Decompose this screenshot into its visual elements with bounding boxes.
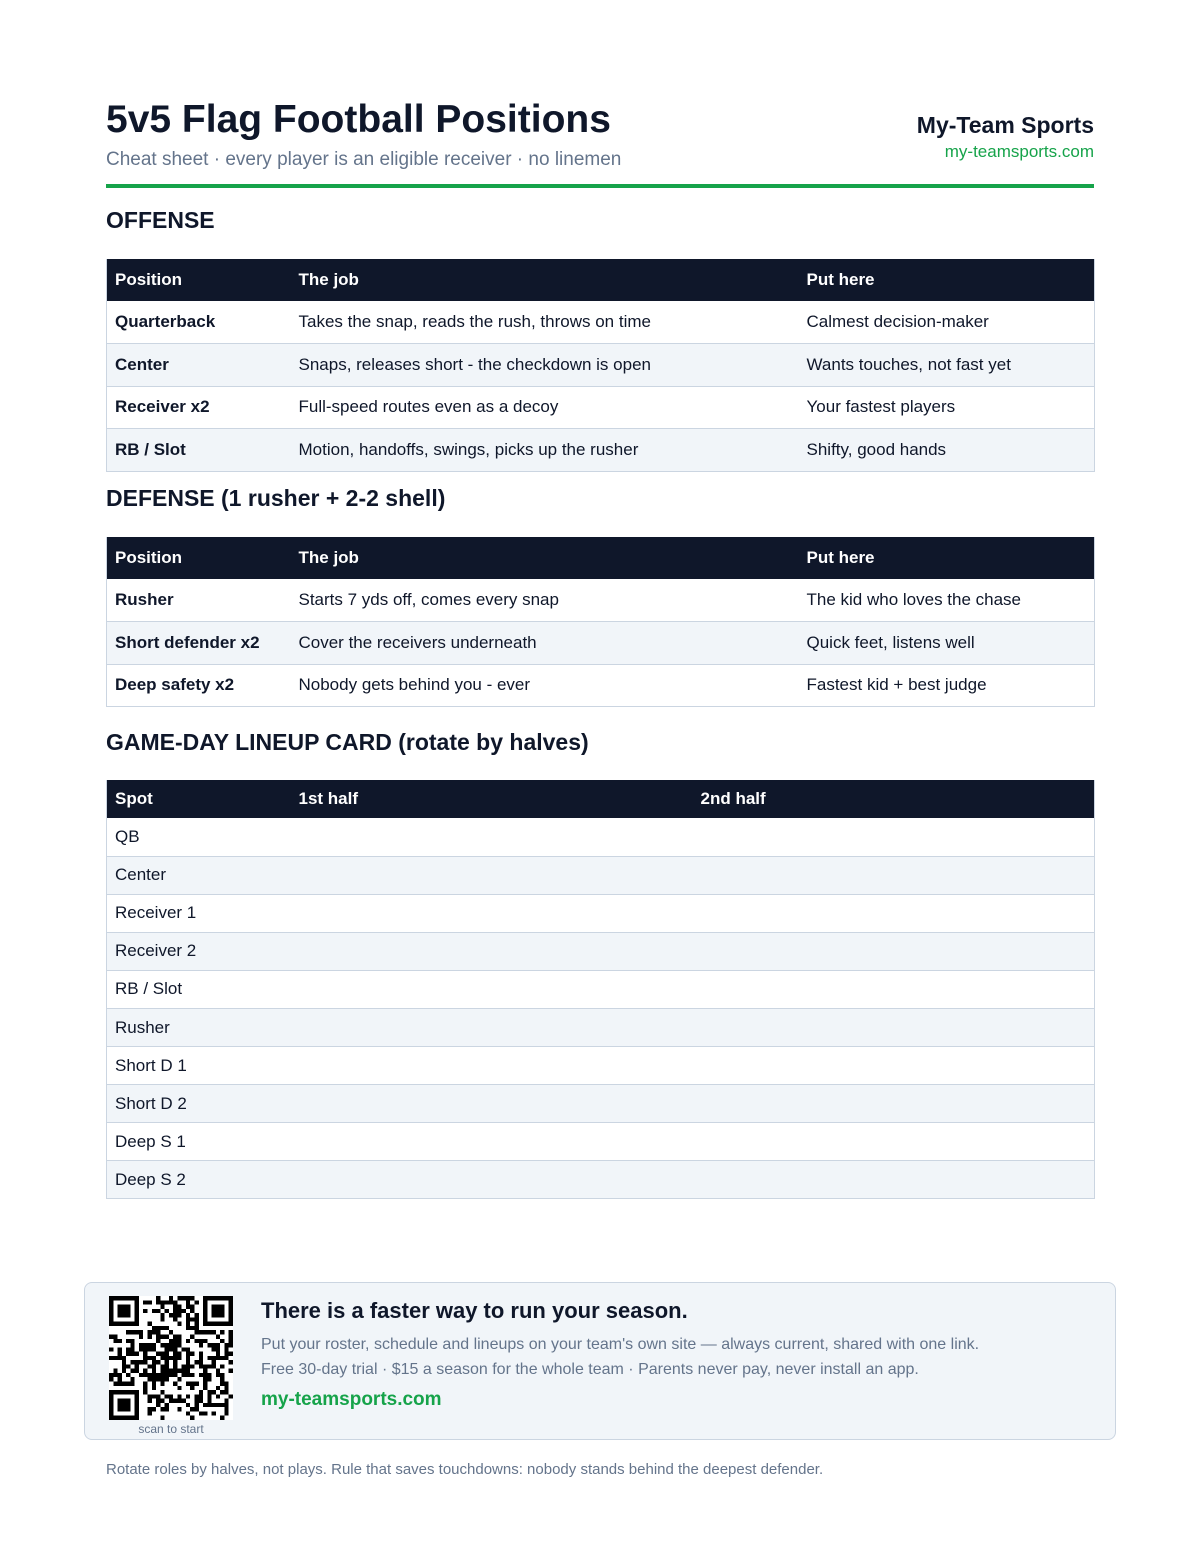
put-here-cell: Fastest kid + best judge: [799, 664, 1095, 707]
promo-text: [261, 1297, 979, 1412]
put-here-cell: Calmest decision-maker: [799, 301, 1095, 344]
lineup-header-row: [107, 780, 1095, 818]
position-cell: Receiver x2: [107, 386, 291, 429]
second-half-cell[interactable]: [693, 818, 1095, 856]
second-half-cell[interactable]: [693, 1161, 1095, 1199]
first-half-cell[interactable]: [291, 1008, 693, 1046]
position-cell: Deep safety x2: [107, 664, 291, 707]
table-row: [107, 1047, 1095, 1085]
column-header: Put here: [799, 259, 1095, 301]
table-row: [107, 429, 1095, 472]
job-cell: Takes the snap, reads the rush, throws on time: [291, 301, 799, 344]
spot-cell: Short D 2: [107, 1085, 291, 1123]
table-row: [107, 664, 1095, 707]
put-here-cell: Wants touches, not fast yet: [799, 344, 1095, 387]
lineup-heading: GAME-DAY LINEUP CARD (rotate by halves): [106, 729, 589, 755]
first-half-cell[interactable]: [291, 1123, 693, 1161]
job-cell: Snaps, releases short - the checkdown is open: [291, 344, 799, 387]
table-row: [107, 818, 1095, 856]
table-row: [107, 856, 1095, 894]
second-half-cell[interactable]: [693, 1008, 1095, 1046]
promo-title: There is a faster way to run your season.: [261, 1298, 688, 1323]
table-row: [107, 579, 1095, 622]
spot-cell: QB: [107, 818, 291, 856]
job-cell: Nobody gets behind you - ever: [291, 664, 799, 707]
page-title: 5v5 Flag Football Positions: [106, 98, 611, 141]
put-here-cell: Shifty, good hands: [799, 429, 1095, 472]
table-row: [107, 970, 1095, 1008]
promo-card: [84, 1282, 1116, 1440]
spot-cell: Deep S 2: [107, 1161, 291, 1199]
column-header: The job: [291, 259, 799, 301]
spot-cell: Receiver 2: [107, 932, 291, 970]
position-cell: Rusher: [107, 579, 291, 622]
put-here-cell: Your fastest players: [799, 386, 1095, 429]
second-half-cell[interactable]: [693, 894, 1095, 932]
column-header: Spot: [107, 780, 291, 818]
column-header: Position: [107, 259, 291, 301]
second-half-cell[interactable]: [693, 970, 1095, 1008]
position-cell: Quarterback: [107, 301, 291, 344]
first-half-cell[interactable]: [291, 856, 693, 894]
first-half-cell[interactable]: [291, 894, 693, 932]
column-header: 2nd half: [693, 780, 1095, 818]
page-subtitle: Cheat sheet · every player is an eligible receiver · no linemen: [106, 149, 622, 170]
defense-heading: DEFENSE (1 rusher + 2-2 shell): [106, 485, 446, 511]
table-row: [107, 1161, 1095, 1199]
job-cell: Motion, handoffs, swings, picks up the rusher: [291, 429, 799, 472]
brand-block: [917, 110, 1094, 163]
offense-heading: OFFENSE: [106, 207, 215, 233]
table-row: [107, 894, 1095, 932]
footnote: Rotate roles by halves, not plays. Rule that saves touchdowns: nobody stands behind the deepest defender.: [106, 1461, 824, 1478]
position-cell: Center: [107, 344, 291, 387]
column-header: Position: [107, 537, 291, 579]
job-cell: Cover the receivers underneath: [291, 622, 799, 665]
spot-cell: Receiver 1: [107, 894, 291, 932]
first-half-cell[interactable]: [291, 1047, 693, 1085]
table-row: [107, 1008, 1095, 1046]
table-row: [107, 932, 1095, 970]
cheat-sheet-page: [106, 96, 1094, 1189]
job-cell: Full-speed routes even as a decoy: [291, 386, 799, 429]
column-header: The job: [291, 537, 799, 579]
defense-header-row: [107, 537, 1095, 579]
defense-table: [106, 537, 1095, 707]
spot-cell: RB / Slot: [107, 970, 291, 1008]
spot-cell: Center: [107, 856, 291, 894]
brand-link[interactable]: my-teamsports.com: [944, 142, 1094, 161]
table-row: [107, 622, 1095, 665]
job-cell: Starts 7 yds off, comes every snap: [291, 579, 799, 622]
table-row: [107, 386, 1095, 429]
brand-name: My-Team Sports: [916, 112, 1094, 138]
spot-cell: Short D 1: [107, 1047, 291, 1085]
spot-cell: Deep S 1: [107, 1123, 291, 1161]
first-half-cell[interactable]: [291, 932, 693, 970]
offense-table: [106, 259, 1095, 472]
qr-code-graphic: [109, 1296, 233, 1420]
promo-link[interactable]: my-teamsports.com: [261, 1389, 442, 1410]
column-header: Put here: [799, 537, 1095, 579]
table-row: [107, 301, 1095, 344]
position-cell: RB / Slot: [107, 429, 291, 472]
spot-cell: Rusher: [107, 1008, 291, 1046]
promo-pricing: Free 30-day trial · $15 a season for the whole team · Parents never pay, never install an app.: [261, 1361, 919, 1378]
header: [106, 96, 1094, 188]
offense-header-row: [107, 259, 1095, 301]
qr-code-icon[interactable]: [109, 1296, 233, 1420]
column-header: 1st half: [291, 780, 693, 818]
lineup-table: [106, 780, 1095, 1199]
first-half-cell[interactable]: [291, 1085, 693, 1123]
first-half-cell[interactable]: [291, 970, 693, 1008]
second-half-cell[interactable]: [693, 1047, 1095, 1085]
second-half-cell[interactable]: [693, 856, 1095, 894]
promo-description: Put your roster, schedule and lineups on your team's own site — always current, shared with one link.: [261, 1336, 980, 1353]
position-cell: Short defender x2: [107, 622, 291, 665]
first-half-cell[interactable]: [291, 818, 693, 856]
second-half-cell[interactable]: [693, 1123, 1095, 1161]
table-row: [107, 344, 1095, 387]
table-row: [107, 1085, 1095, 1123]
first-half-cell[interactable]: [291, 1161, 693, 1199]
put-here-cell: Quick feet, listens well: [799, 622, 1095, 665]
table-row: [107, 1123, 1095, 1161]
put-here-cell: The kid who loves the chase: [799, 579, 1095, 622]
qr-caption: scan to start: [138, 1422, 204, 1436]
second-half-cell[interactable]: [693, 1085, 1095, 1123]
second-half-cell[interactable]: [693, 932, 1095, 970]
